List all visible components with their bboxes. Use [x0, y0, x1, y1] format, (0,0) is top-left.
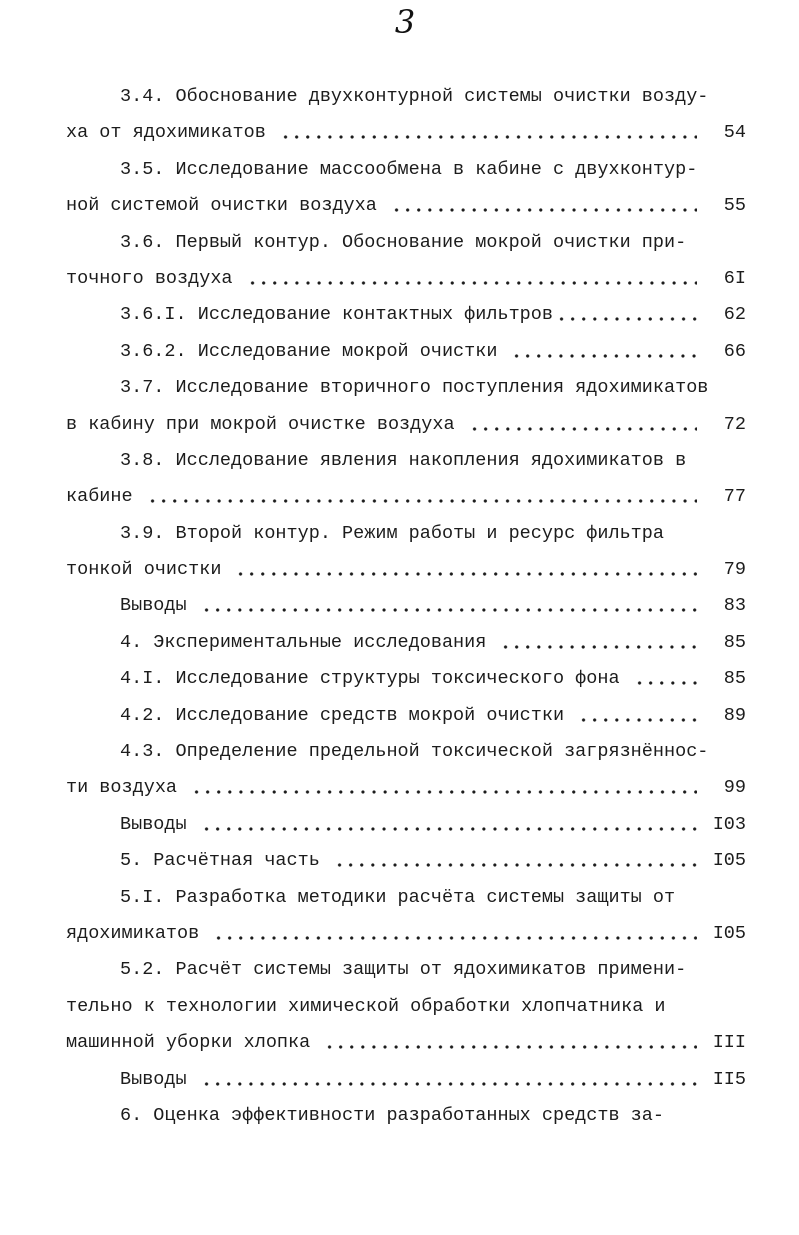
toc-line-text: тонкой очистки: [66, 559, 222, 581]
toc-line: [66, 661, 746, 697]
toc-entry-5-2: [66, 952, 746, 1061]
toc-line: [66, 479, 746, 515]
toc-line: [66, 952, 746, 988]
toc-page-number: 66: [723, 340, 746, 362]
dot-leader: [198, 588, 697, 624]
toc-line: [66, 407, 746, 443]
toc-line: [66, 334, 746, 370]
toc-line-text: в кабину при мокрой очистке воздуха: [66, 413, 455, 435]
toc-line: [66, 734, 746, 770]
dot-leader: [210, 916, 697, 952]
toc-line: [66, 552, 746, 588]
toc-entry-3-6: [66, 225, 746, 298]
toc-entry-conclusions-3: [66, 588, 746, 624]
toc-line-text: машинной уборки хлопка: [66, 1032, 311, 1054]
toc-entry-4-2: [66, 698, 746, 734]
dot-leader: [388, 188, 697, 224]
toc-page-number: 72: [723, 413, 746, 435]
table-of-contents: [66, 79, 746, 1134]
dot-leader: [198, 1062, 697, 1098]
toc-line-text: ха от ядохимикатов: [66, 122, 266, 144]
toc-line-text: ядохимикатов: [66, 922, 200, 944]
toc-line: [66, 880, 746, 916]
toc-line: [66, 261, 746, 297]
toc-entry-3-6-2: [66, 334, 746, 370]
toc-line: [66, 115, 746, 151]
toc-line-text: 3.7. Исследование вторичного поступления ядохимикатов: [120, 377, 709, 399]
toc-line-text: 5.I. Разработка методики расчёта системы защиты от: [120, 886, 676, 908]
toc-line: [66, 1062, 746, 1098]
toc-line-text: ти воздуха: [66, 777, 178, 799]
toc-page-number: 85: [723, 631, 746, 653]
toc-line: [66, 843, 746, 879]
dot-leader: [631, 661, 697, 697]
toc-line: [66, 516, 746, 552]
toc-page-number: 89: [723, 704, 746, 726]
toc-line-text: кабине: [66, 486, 133, 508]
dot-leader: [321, 1025, 697, 1061]
toc-line: [66, 1098, 746, 1134]
toc-line-text: 3.8. Исследование явления накопления ядохимикатов в: [120, 449, 687, 471]
toc-page-number: 6I: [723, 267, 746, 289]
toc-line-text: тельно к технологии химической обработки хлопчатника и: [66, 995, 666, 1017]
toc-page-number: 62: [723, 304, 746, 326]
toc-page-number: 79: [723, 559, 746, 581]
toc-line: [66, 188, 746, 224]
toc-line-text: 5.2. Расчёт системы защиты от ядохимикатов примени-: [120, 959, 687, 981]
toc-line-text: 5. Расчётная часть: [120, 850, 320, 872]
toc-line-text: 3.5. Исследование массообмена в кабине с двухконтур-: [120, 158, 698, 180]
toc-entry-4: [66, 625, 746, 661]
toc-entry-5-1: [66, 880, 746, 953]
toc-page-number: III: [712, 1032, 746, 1054]
toc-line-text: 3.6.I. Исследование контактных фильтров: [120, 304, 553, 326]
toc-line-text: Выводы: [120, 813, 187, 835]
page-number: 3: [394, 3, 416, 41]
toc-line-text: ной системой очистки воздуха: [66, 195, 377, 217]
toc-line-text: точного воздуха: [66, 267, 233, 289]
toc-line: [66, 297, 746, 333]
toc-line-text: Выводы: [120, 1068, 187, 1090]
toc-line-text: Выводы: [120, 595, 187, 617]
toc-line: [66, 588, 746, 624]
toc-page-number: 99: [723, 777, 746, 799]
toc-entry-4-3: [66, 734, 746, 807]
toc-page-number: I03: [712, 813, 746, 835]
toc-entry-3-9: [66, 516, 746, 589]
dot-leader: [508, 334, 697, 370]
toc-entry-5: [66, 843, 746, 879]
dot-leader: [331, 843, 697, 879]
toc-line: [66, 989, 746, 1025]
toc-line: [66, 625, 746, 661]
toc-line: [66, 370, 746, 406]
toc-page-number: 55: [723, 195, 746, 217]
toc-line: [66, 443, 746, 479]
toc-line-text: 4.I. Исследование структуры токсического фона: [120, 668, 620, 690]
toc-line: [66, 698, 746, 734]
toc-page-number: 83: [723, 595, 746, 617]
dot-leader: [244, 261, 697, 297]
toc-entry-3-4: [66, 79, 746, 152]
toc-page-number: I05: [712, 922, 746, 944]
toc-line: [66, 1025, 746, 1061]
toc-entry-6: [66, 1098, 746, 1134]
toc-entry-3-7: [66, 370, 746, 443]
toc-line: [66, 807, 746, 843]
toc-page-number: II5: [712, 1068, 746, 1090]
toc-entry-4-1: [66, 661, 746, 697]
dot-leader: [466, 407, 697, 443]
dot-leader: [277, 115, 697, 151]
toc-line-text: 3.9. Второй контур. Режим работы и ресурс фильтра: [120, 522, 664, 544]
dot-leader: [497, 625, 697, 661]
toc-line: [66, 79, 746, 115]
toc-line: [66, 152, 746, 188]
toc-entry-conclusions-4: [66, 807, 746, 843]
toc-line-text: 3.4. Обоснование двухконтурной системы очистки возду-: [120, 86, 709, 107]
toc-line-text: 4. Экспериментальные исследования: [120, 631, 487, 653]
toc-line: [66, 225, 746, 261]
toc-line-text: 4.3. Определение предельной токсической загрязнённос-: [120, 741, 709, 763]
dot-leader: [188, 770, 697, 806]
toc-line-text: 3.6. Первый контур. Обоснование мокрой очистки при-: [120, 231, 687, 253]
toc-entry-3-8: [66, 443, 746, 516]
toc-page-number: 54: [723, 122, 746, 144]
toc-page-number: I05: [712, 850, 746, 872]
toc-page-number: 77: [723, 486, 746, 508]
toc-entry-3-5: [66, 152, 746, 225]
toc-line-text: 6. Оценка эффективности разработанных средств за-: [120, 1104, 664, 1126]
toc-line-text: 3.6.2. Исследование мокрой очистки: [120, 340, 498, 362]
toc-entry-3-6-1: [66, 297, 746, 333]
dot-leader: [144, 479, 697, 515]
dot-leader: [553, 297, 697, 333]
dot-leader: [575, 698, 697, 734]
toc-entry-conclusions-5: [66, 1062, 746, 1098]
toc-page-number: 85: [723, 668, 746, 690]
toc-line: [66, 916, 746, 952]
dot-leader: [232, 552, 697, 588]
dot-leader: [198, 807, 697, 843]
toc-line: [66, 770, 746, 806]
toc-line-text: 4.2. Исследование средств мокрой очистки: [120, 704, 565, 726]
